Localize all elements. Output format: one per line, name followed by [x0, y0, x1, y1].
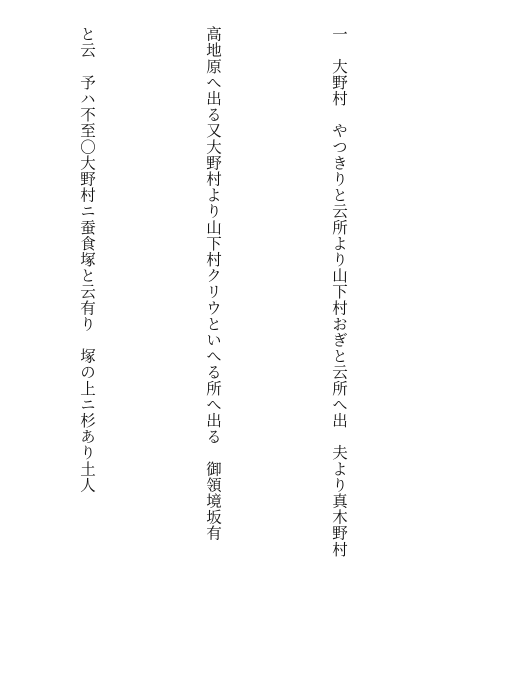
vertical-text-block: [0, 26, 444, 606]
text-line: 高地原へ出る又大野村より山下村クリウといへる所へ出る 御領境坂有: [204, 26, 222, 542]
text-line: と云 予ハ不至〇大野村ニ蚕食塚と云有り 塚の上ニ杉あり土人: [78, 26, 96, 493]
text-line: 一 大野村 やつきりと云所より山下村おぎと云所へ出 夫より真木野村: [330, 26, 348, 558]
